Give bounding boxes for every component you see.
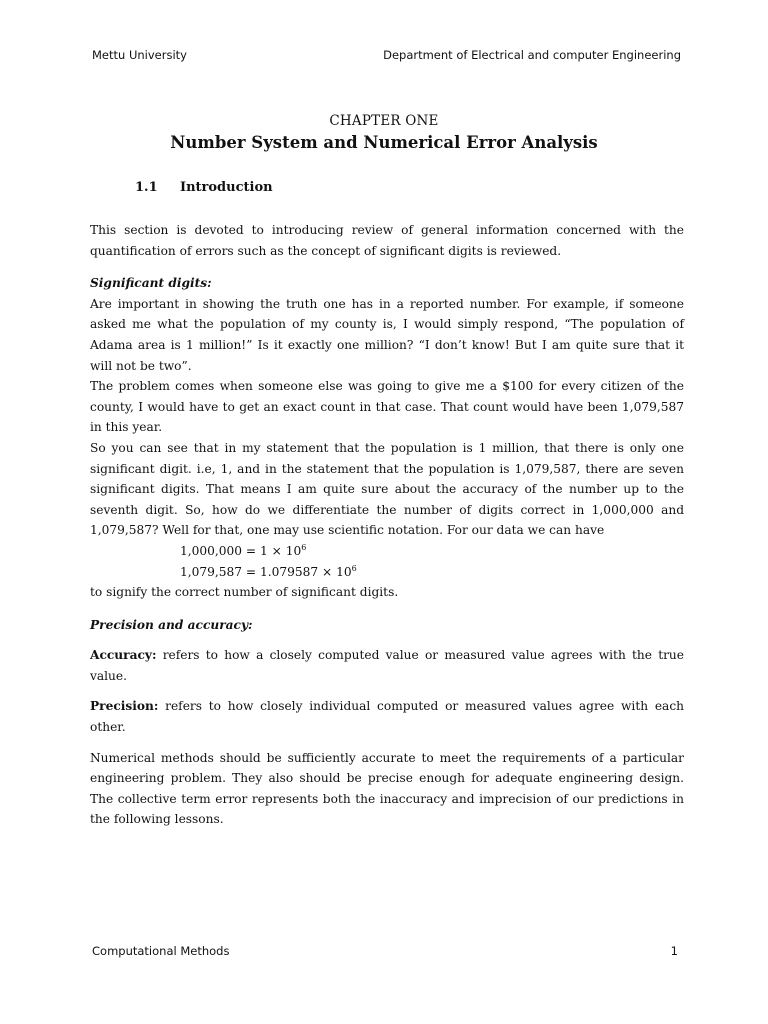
section-heading <box>135 180 273 195</box>
page-number: 1 <box>670 944 678 958</box>
closing-paragraph: Numerical methods should be sufficiently accurate to meet the requirements of a particular engineering problem. They also should be precise enough for adequate engineering design. The collective term error represents both the inaccuracy and imprecision of our predictions in the following lessons. <box>90 750 684 827</box>
precision-label: Precision: <box>90 699 159 714</box>
accuracy-text: refers to how a closely computed value or measured value agrees with the true value. <box>90 648 684 683</box>
significant-digits-paragraph-3: So you can see that in my statement that the population is 1 million, that there is only one significant digit. i.e, 1, and in the statement that the population is 1,079,587, there are seven significant digits. That means I am quite sure about the accuracy of the number up to the seventh digit. So, how do we differentiate the number of digits correct in 1,000,000 and 1,079,587? Well for that, one may use scientific notation. For our data we can have <box>90 440 684 538</box>
section-number: 1.1 <box>135 180 158 195</box>
significant-digits-paragraph-2: The problem comes when someone else was going to give me a $100 for every citizen of the county, I would have to get an exact count in that case. That count would have been 1,079,587 in this year. <box>90 379 684 435</box>
section-title: Introduction <box>180 180 273 195</box>
formula-2-exponent: 6 <box>351 563 357 573</box>
chapter-title: Number System and Numerical Error Analysis <box>170 133 598 152</box>
formula-2 <box>90 562 684 583</box>
header-department: Department of Electrical and computer Engineering <box>383 48 681 62</box>
header-university: Mettu University <box>92 48 187 62</box>
significant-digits-heading: Significant digits: <box>90 276 212 291</box>
significant-digits-paragraph-1: Are important in showing the truth one has in a reported number. For example, if someone asked me what the population of my county is, I would simply respond, “The population of Adama area is 1 million!” Is it exactly one million? “I don’t know! But I am quite sure that it will not be two”. <box>90 296 684 373</box>
body-text <box>90 220 684 830</box>
chapter-label: CHAPTER ONE <box>329 113 439 129</box>
precision-definition <box>90 696 684 737</box>
significant-digits-paragraph-4: to signify the correct number of significant digits. <box>90 585 399 600</box>
precision-accuracy-heading: Precision and accuracy: <box>90 617 253 632</box>
precision-text: refers to how closely individual computed or measured values agree with each other. <box>90 699 684 735</box>
formula-1-exponent: 6 <box>301 542 307 552</box>
formula-1-base: 1,000,000 = 1 × 10 <box>180 543 302 558</box>
intro-paragraph: This section is devoted to introducing review of general information concerned with the quantification of errors such as the concept of significant digits is reviewed. <box>90 223 684 258</box>
footer-course: Computational Methods <box>92 944 230 958</box>
formula-1 <box>90 541 684 562</box>
formula-2-base: 1,079,587 = 1.079587 × 10 <box>180 564 352 579</box>
accuracy-label: Accuracy: <box>90 648 157 663</box>
accuracy-definition <box>90 645 684 686</box>
